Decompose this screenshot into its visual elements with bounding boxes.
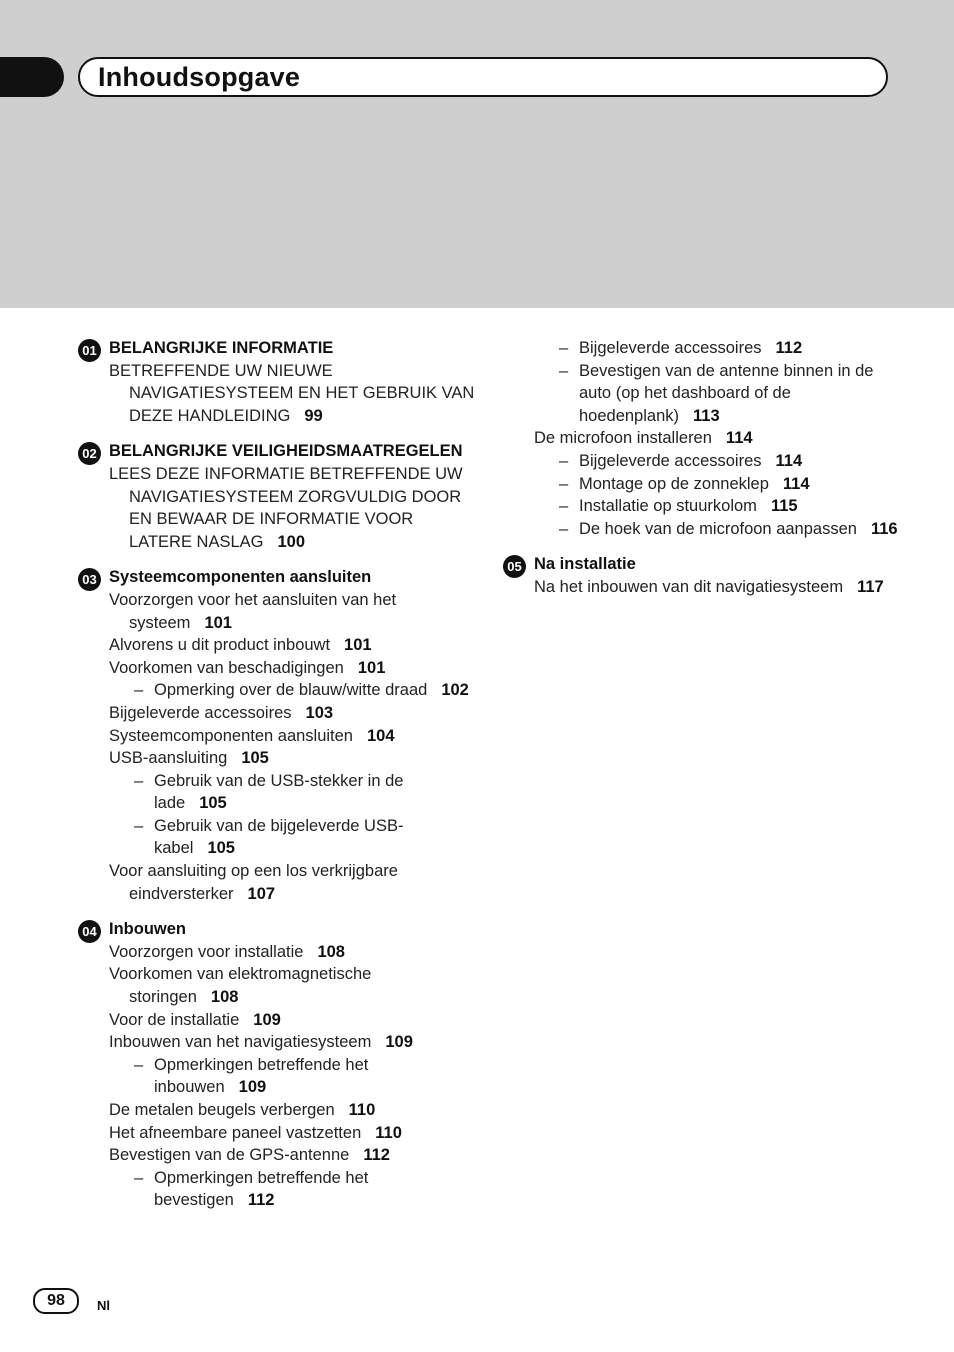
- toc-page-number: 115: [770, 497, 798, 516]
- section-heading[interactable]: [78, 337, 478, 360]
- toc-page-number: 109: [385, 1033, 413, 1052]
- toc-entry[interactable]: [503, 495, 903, 518]
- toc-entry[interactable]: [78, 679, 478, 702]
- dash-marker: –: [134, 1055, 144, 1074]
- toc-column-left: [78, 337, 478, 1225]
- toc-entry[interactable]: [503, 473, 903, 496]
- dash-marker: –: [559, 474, 569, 493]
- dash-marker: –: [559, 497, 569, 516]
- toc-entry-text: De microfoon installeren: [534, 429, 712, 448]
- toc-column-right: [503, 337, 903, 612]
- toc-page-number: 110: [375, 1123, 402, 1142]
- toc-entry[interactable]: [78, 702, 478, 725]
- toc-entry-text: Opmerking over de blauw/witte draad: [154, 681, 428, 700]
- toc-entry[interactable]: [503, 450, 903, 473]
- section-number-badge: 04: [78, 920, 101, 943]
- toc-entry-text: Montage op de zonneklep: [579, 474, 769, 493]
- dash-marker: –: [134, 771, 144, 790]
- toc-entry-text: Systeemcomponenten aansluiten: [109, 726, 353, 745]
- toc-entry[interactable]: [78, 770, 478, 815]
- toc-section-04: [78, 918, 478, 1212]
- dash-marker: –: [559, 451, 569, 470]
- toc-entry[interactable]: [78, 1054, 478, 1099]
- section-number-badge: 03: [78, 568, 101, 591]
- toc-page-number: 108: [317, 942, 345, 961]
- toc-page-number: 108: [210, 988, 239, 1007]
- title-box: [78, 57, 888, 97]
- section-heading[interactable]: [503, 553, 903, 576]
- toc-entry[interactable]: [78, 634, 478, 657]
- toc-entry[interactable]: [78, 963, 478, 1008]
- dash-marker: –: [134, 816, 144, 835]
- toc-entry-text: Installatie op stuurkolom: [579, 497, 757, 516]
- section-title: BELANGRIJKE VEILIGHEIDSMAATREGELEN: [109, 442, 463, 461]
- toc-entry-text: Gebruik van de USB-stekker in de lade: [154, 771, 404, 813]
- toc-page-number: 101: [357, 658, 386, 677]
- toc-entry[interactable]: [78, 725, 478, 748]
- toc-entry[interactable]: [78, 1009, 478, 1032]
- language-code: Nl: [97, 1298, 110, 1313]
- header-band: [0, 0, 954, 308]
- toc-section-05: [503, 553, 903, 598]
- toc-page-number: 114: [775, 451, 803, 470]
- toc-page-number: 109: [253, 1010, 281, 1029]
- toc-entry[interactable]: [503, 518, 903, 541]
- toc-entry[interactable]: [78, 815, 478, 860]
- toc-entry[interactable]: [78, 589, 478, 634]
- toc-entry[interactable]: [78, 941, 478, 964]
- section-heading[interactable]: [78, 440, 478, 463]
- section-title: Na installatie: [534, 555, 636, 574]
- toc-entry-text: Het afneembare paneel vastzetten: [109, 1123, 362, 1142]
- toc-page-number: 110: [348, 1101, 376, 1119]
- toc-entry[interactable]: [503, 576, 903, 599]
- toc-entry-text: Opmerkingen betreffende het inbouwen: [154, 1055, 369, 1097]
- toc-entry-text: Voorkomen van elektromagnetische storingen: [109, 965, 372, 1007]
- toc-entry-text: Bevestigen van de GPS-antenne: [109, 1146, 350, 1165]
- dash-marker: –: [559, 519, 569, 538]
- toc-section-04: [503, 337, 903, 540]
- toc-page-number: 114: [782, 474, 810, 493]
- section-title: Inbouwen: [109, 920, 186, 939]
- toc-page-number: 107: [247, 884, 276, 903]
- toc-page-number: 117: [857, 577, 884, 596]
- toc-page-number: 102: [441, 681, 469, 700]
- toc-section-02: [78, 440, 478, 553]
- dash-marker: –: [134, 681, 144, 700]
- toc-entry-text: Inbouwen van het navigatiesysteem: [109, 1033, 372, 1052]
- toc-page-number: 109: [238, 1078, 267, 1097]
- toc-page-number: 101: [204, 613, 232, 632]
- toc-section-03: [78, 566, 478, 905]
- toc-entry-text: Bijgeleverde accessoires: [579, 451, 762, 470]
- toc-entry-text: Bijgeleverde accessoires: [579, 339, 762, 357]
- toc-entry[interactable]: [78, 1099, 478, 1122]
- toc-entry-text: BETREFFENDE UW NIEUWE NAVIGATIESYSTEEM EN HET GEBRUIK VAN DEZE HANDLEIDING: [109, 361, 475, 425]
- toc-page-number: 100: [277, 532, 306, 551]
- toc-entry-text: Voor de installatie: [109, 1010, 240, 1029]
- toc-entry-text: LEES DEZE INFORMATIE BETREFFENDE UW NAVIGATIESYSTEEM ZORGVULDIG DOOR EN BEWAAR DE INFORMATIE VOOR LATERE NASLAG: [109, 464, 463, 551]
- toc-entry[interactable]: [503, 337, 903, 360]
- section-title: Systeemcomponenten aansluiten: [109, 568, 372, 587]
- page-title: Inhoudsopgave: [98, 62, 301, 92]
- toc-entry-text: Gebruik van de bijgeleverde USB-kabel: [154, 816, 404, 858]
- toc-entry[interactable]: [503, 360, 903, 428]
- toc-entry[interactable]: [78, 1031, 478, 1054]
- toc-entry[interactable]: [78, 1144, 478, 1167]
- section-title: BELANGRIJKE INFORMATIE: [109, 339, 334, 357]
- dash-marker: –: [559, 361, 569, 380]
- dash-marker: –: [134, 1168, 144, 1187]
- toc-entry[interactable]: [78, 860, 478, 905]
- toc-entry-text: Alvorens u dit product inbouwt: [109, 636, 331, 655]
- toc-entry[interactable]: [78, 747, 478, 770]
- toc-section-01: [78, 337, 478, 427]
- toc-page-number: 105: [207, 839, 235, 858]
- toc-entry[interactable]: [78, 1167, 478, 1212]
- toc-page-number: 104: [367, 726, 395, 745]
- toc-page-number: 105: [199, 794, 227, 813]
- section-number-badge: 01: [78, 339, 101, 362]
- toc-page-number: 113: [693, 406, 720, 425]
- toc-page-number: 101: [344, 636, 372, 655]
- toc-entry-text: Voorzorgen voor het aansluiten van het systeem: [109, 590, 397, 632]
- toc-entry[interactable]: [503, 427, 903, 450]
- toc-page-number: 99: [304, 406, 323, 425]
- toc-entry-text: Na het inbouwen van dit navigatiesysteem: [534, 577, 844, 596]
- section-heading[interactable]: [78, 566, 478, 589]
- toc-page-number: 116: [870, 519, 898, 538]
- toc-entry[interactable]: [78, 1122, 478, 1145]
- toc-entry[interactable]: [78, 360, 478, 428]
- toc-page-number: 112: [775, 339, 803, 357]
- section-number-badge: 05: [503, 555, 526, 578]
- dash-marker: –: [559, 339, 569, 357]
- toc-entry-text: De metalen beugels verbergen: [109, 1101, 335, 1119]
- toc-entry-text: Voorzorgen voor installatie: [109, 942, 304, 961]
- toc-entry-text: Bijgeleverde accessoires: [109, 703, 292, 722]
- section-number-badge: 02: [78, 442, 101, 465]
- toc-page-number: 112: [247, 1191, 275, 1210]
- toc-entry-text: USB-aansluiting: [109, 749, 228, 768]
- section-heading[interactable]: [78, 918, 478, 941]
- toc-entry[interactable]: [78, 657, 478, 680]
- chapter-tab: [0, 57, 64, 97]
- toc-entry-text: Opmerkingen betreffende het bevestigen: [154, 1168, 369, 1210]
- toc-page-number: 114: [725, 429, 753, 448]
- toc-entry-text: Bevestigen van de antenne binnen in de auto (op het dashboard of de hoedenplank): [579, 361, 874, 425]
- toc-page-number: 105: [241, 749, 269, 768]
- toc-entry-text: Voorkomen van beschadigingen: [109, 658, 344, 677]
- page-number: 98: [33, 1288, 79, 1314]
- toc-page-number: 103: [305, 703, 334, 722]
- toc-entry-text: De hoek van de microfoon aanpassen: [579, 519, 857, 538]
- toc-page-number: 112: [363, 1146, 390, 1165]
- toc-entry-text: Voor aansluiting op een los verkrijgbare eindversterker: [109, 862, 398, 903]
- toc-entry[interactable]: [78, 463, 478, 553]
